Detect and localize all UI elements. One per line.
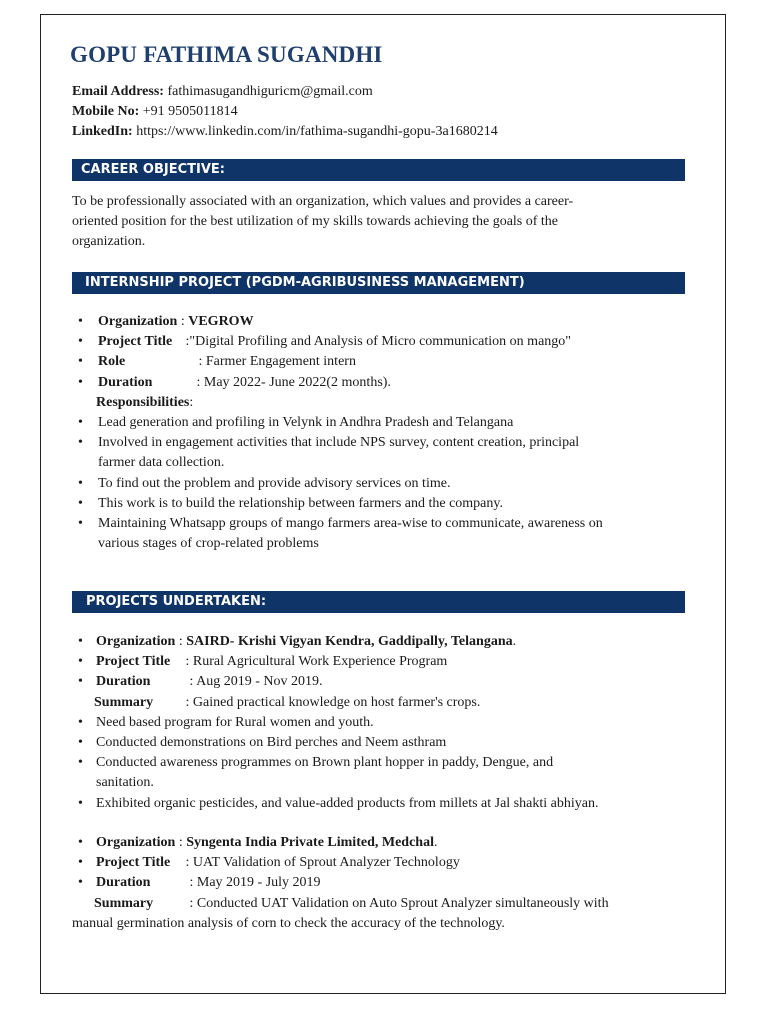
project1-list (72, 632, 692, 814)
role-value: Farmer Engagement intern (205, 354, 356, 370)
email-line (72, 82, 373, 102)
list-item: • Organization : VEGROW (72, 312, 692, 332)
list-item: • Maintaining Whatsapp groups of mango farmers area-wise to communicate, awareness on (72, 514, 692, 534)
role-label: Role (98, 354, 126, 370)
duration-value: May 2022- June 2022(2 months). (203, 374, 391, 390)
list-item: • Lead generation and profiling in Velynk in Andhra Pradesh and Telangana (72, 413, 692, 433)
list-item: • Project Title : UAT Validation of Sprout Analyzer Technology (72, 853, 692, 873)
duration-label: Duration (96, 875, 151, 891)
summary-label: Summary (94, 895, 154, 911)
list-item: • Organization : Syngenta India Private Limited, Medchal. (72, 833, 692, 853)
email-value[interactable]: fathimasugandhiguricm@gmail.com (167, 84, 373, 99)
linkedin-url[interactable]: https://www.linkedin.com/in/fathima-sugandhi-gopu-3a1680214 (136, 124, 498, 139)
mobile-label: Mobile No: (72, 104, 140, 119)
mobile-value: +91 9505011814 (142, 104, 238, 119)
list-item: • Duration : May 2022- June 2022(2 months). (72, 373, 692, 393)
linkedin-label: LinkedIn: (72, 124, 133, 139)
list-item: • Role : Farmer Engagement intern (72, 352, 692, 372)
career-line: organization. (72, 234, 146, 250)
project-title-label: Project Title (96, 654, 171, 670)
project-title-value: Rural Agricultural Work Experience Program (192, 654, 448, 670)
candidate-name: GOPU FATHIMA SUGANDHI (70, 42, 383, 67)
organization-label: Organization (98, 314, 178, 329)
organization-value: Syngenta India Private Limited, Medchal (186, 835, 434, 850)
summary-value: Gained practical knowledge on host farmer's crops. (192, 694, 481, 710)
duration-value: Aug 2019 - Nov 2019. (196, 674, 323, 690)
summary-line: Summary : Gained practical knowledge on host farmer's crops. (72, 693, 692, 713)
internship-list (72, 312, 692, 554)
list-item-continuation: sanitation. (96, 775, 154, 791)
summary-label: Summary (94, 694, 154, 710)
project-title-label: Project Title (96, 855, 171, 871)
list-item-continuation: various stages of crop-related problems (98, 536, 319, 552)
duration-value: May 2019 - July 2019 (196, 875, 321, 891)
responsibilities-label: Responsibilities (96, 394, 190, 410)
organization-label: Organization (96, 835, 176, 850)
organization-value: SAIRD- Krishi Vigyan Kendra, Gaddipally, Telangana (186, 634, 513, 649)
summary-value: Conducted UAT Validation on Auto Sprout Analyzer simultaneously with (196, 895, 609, 911)
list-item: • Duration : Aug 2019 - Nov 2019. (72, 672, 692, 692)
duration-label: Duration (96, 674, 151, 690)
project-title-label: Project Title (98, 334, 173, 350)
list-item: • Organization : SAIRD- Krishi Vigyan Kendra, Gaddipally, Telangana. (72, 632, 692, 652)
list-item: • Involved in engagement activities that include NPS survey, content creation, principal (72, 433, 692, 453)
list-item-continuation: farmer data collection. (98, 455, 225, 471)
project-title-value: "Digital Profiling and Analysis of Micro communication on mango" (189, 334, 571, 350)
project-title-value: UAT Validation of Sprout Analyzer Technology (192, 855, 460, 871)
list-item: • To find out the problem and provide advisory services on time. (72, 474, 692, 494)
responsibilities-heading: Responsibilities: (72, 393, 692, 413)
linkedin-line (72, 122, 498, 142)
organization-label: Organization (96, 634, 176, 649)
organization-value: VEGROW (188, 314, 254, 329)
list-item: • Need based program for Rural women and youth. (72, 713, 692, 733)
career-line: oriented position for the best utilization of my skills towards achieving the goals of the (72, 214, 559, 230)
list-item: • This work is to build the relationship between farmers and the company. (72, 494, 692, 514)
mobile-line (72, 102, 238, 122)
career-line: To be professionally associated with an organization, which values and provides a career- (72, 194, 574, 209)
career-objective-text (72, 192, 682, 253)
internship-heading: INTERNSHIP PROJECT (PGDM-AGRIBUSINESS MANAGEMENT) (72, 272, 685, 294)
duration-label: Duration (98, 374, 153, 390)
list-item: • Exhibited organic pesticides, and value-added products from millets at Jal shakti abhiyan. (72, 794, 692, 814)
career-objective-heading: CAREER OBJECTIVE: (72, 159, 685, 181)
projects-heading: PROJECTS UNDERTAKEN: (72, 591, 685, 613)
list-item: • Conducted demonstrations on Bird perches and Neem asthram (72, 733, 692, 753)
email-label: Email Address: (72, 84, 164, 99)
summary-continuation: manual germination analysis of corn to check the accuracy of the technology. (72, 915, 505, 931)
list-item: • Project Title :"Digital Profiling and Analysis of Micro communication on mango" (72, 332, 692, 352)
project2-list (72, 833, 692, 934)
list-item: • Project Title : Rural Agricultural Work Experience Program (72, 652, 692, 672)
list-item: • Duration : May 2019 - July 2019 (72, 873, 692, 893)
list-item: • Conducted awareness programmes on Brown plant hopper in paddy, Dengue, and (72, 753, 692, 773)
summary-line: Summary : Conducted UAT Validation on Auto Sprout Analyzer simultaneously with (72, 894, 692, 914)
